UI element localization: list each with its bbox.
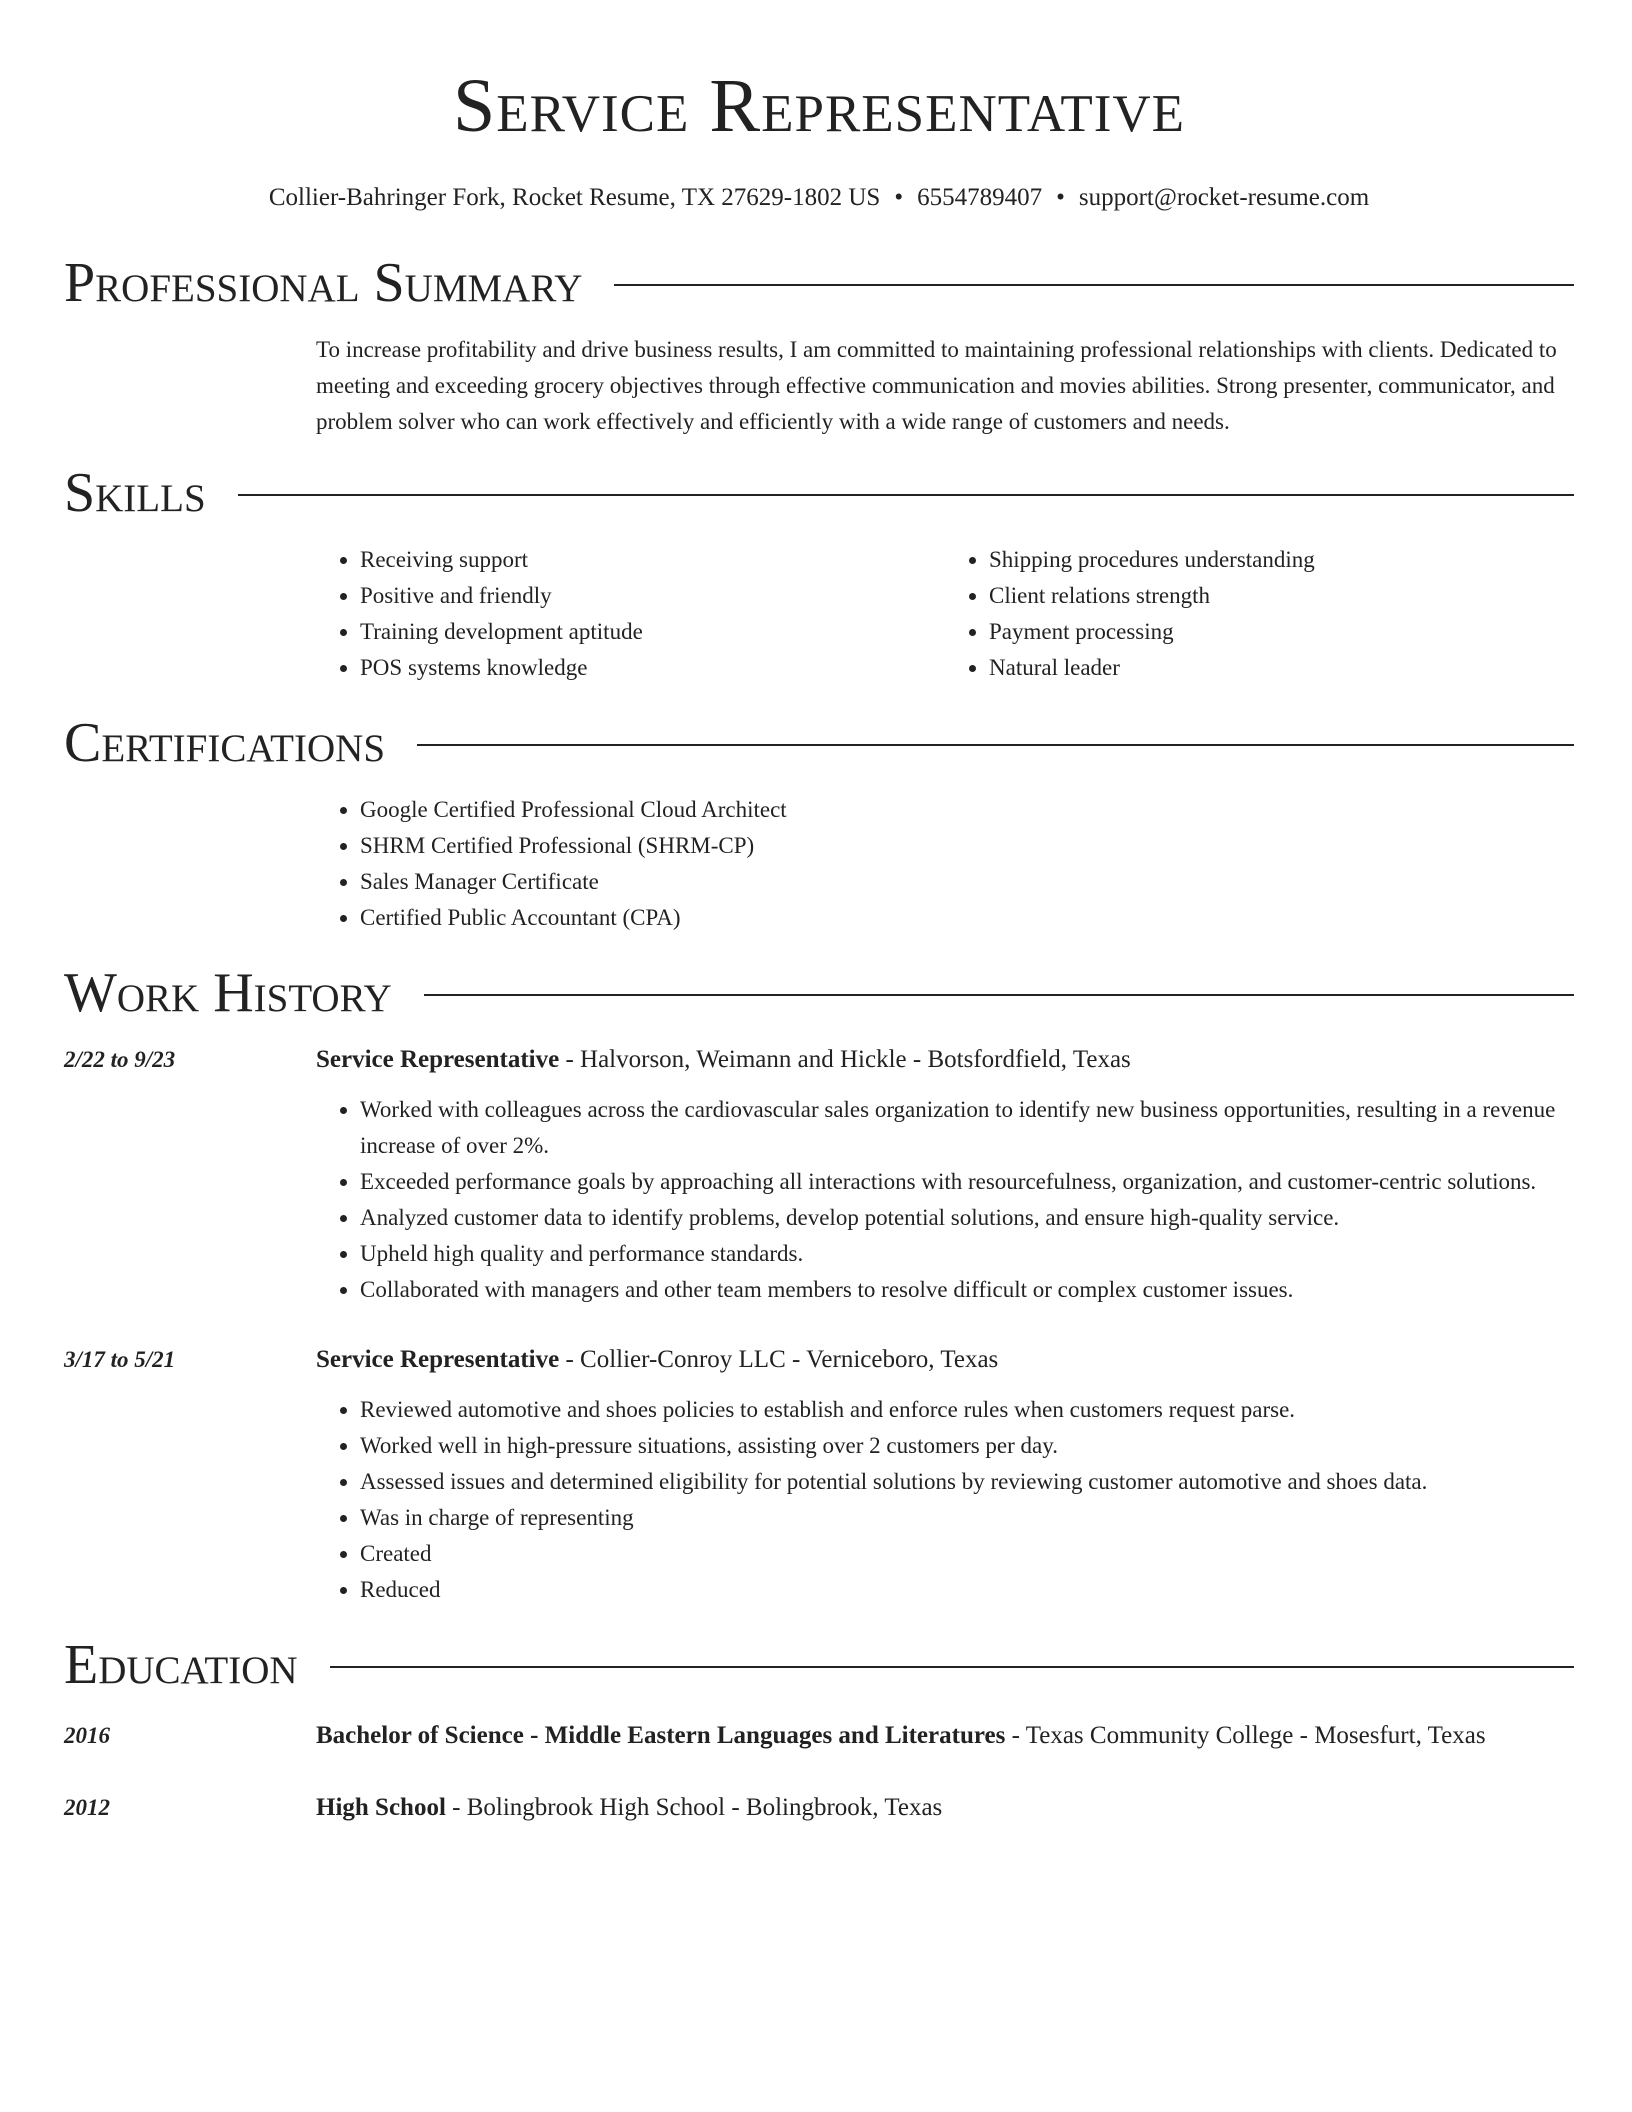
certification-item: • Sales Manager Certificate — [360, 864, 1574, 900]
section-divider — [238, 494, 1574, 496]
skills-list-right — [945, 542, 1574, 686]
skills-section — [64, 460, 1574, 686]
skill-item: • Positive and friendly — [360, 578, 945, 614]
summary-section — [64, 250, 1574, 440]
work-history-section — [64, 960, 1574, 1608]
section-title: Skills — [64, 462, 206, 524]
duty-item: • Exceeded performance goals by approaching all interactions with resourcefulness, organization, and customer-centric solutions. — [360, 1164, 1574, 1200]
skill-item: • Client relations strength — [989, 578, 1574, 614]
job-heading — [316, 1342, 1574, 1378]
job-duties — [316, 1392, 1574, 1608]
certification-item: • Certified Public Accountant (CPA) — [360, 900, 1574, 936]
resume-page — [64, 0, 1574, 1826]
education-section — [64, 1632, 1574, 1826]
contact-phone: 6554789407 — [917, 184, 1043, 211]
skills-header — [64, 460, 1574, 526]
duty-item: • Assessed issues and determined eligibility for potential solutions by reviewing customer automotive and shoes data. — [360, 1464, 1574, 1500]
job-duties — [316, 1092, 1574, 1308]
education-year: 2012 — [64, 1795, 110, 1820]
duty-item: • Worked well in high-pressure situations, assisting over 2 customers per day. — [360, 1428, 1574, 1464]
job-title: Service Representative — [316, 1046, 560, 1073]
section-divider — [614, 284, 1574, 286]
education-body — [316, 1718, 1574, 1754]
duty-item: • Reduced — [360, 1572, 1574, 1608]
contact-separator: • — [894, 184, 904, 211]
education-entry — [64, 1790, 1574, 1826]
duty-item: • Reviewed automotive and shoes policies to establish and enforce rules when customers request parse. — [360, 1392, 1574, 1428]
section-divider — [330, 1666, 1574, 1668]
job-body — [316, 1342, 1574, 1608]
job-body — [316, 1042, 1574, 1308]
section-title: Work History — [64, 962, 392, 1024]
section-divider — [424, 994, 1574, 996]
education-degree: Bachelor of Science - Middle Eastern Languages and Literatures — [316, 1722, 1006, 1749]
education-header — [64, 1632, 1574, 1698]
section-title: Education — [64, 1634, 298, 1696]
duty-item: • Created — [360, 1536, 1574, 1572]
job-employer: - Halvorson, Weimann and Hickle - Botsfordfield, Texas — [559, 1046, 1131, 1073]
certification-item: • SHRM Certified Professional (SHRM-CP) — [360, 828, 1574, 864]
certifications-header — [64, 710, 1574, 776]
section-divider — [417, 744, 1574, 746]
duty-item: • Worked with colleagues across the cardiovascular sales organization to identify new business opportunities, resulting in a revenue increase of over 2%. — [360, 1092, 1574, 1164]
education-school: - Texas Community College - Mosesfurt, Texas — [1005, 1722, 1486, 1749]
education-school: - Bolingbrook High School - Bolingbrook, Texas — [445, 1794, 943, 1821]
certifications-list — [316, 792, 1574, 936]
contact-address: Collier-Bahringer Fork, Rocket Resume, TX 27629-1802 US — [268, 184, 881, 211]
skill-item: • Receiving support — [360, 542, 945, 578]
section-title: Certifications — [64, 712, 386, 774]
skill-item: • Natural leader — [989, 650, 1574, 686]
education-body — [316, 1790, 1574, 1826]
section-title: Professional Summary — [64, 252, 583, 314]
education-entry — [64, 1718, 1574, 1754]
certifications-list-wrap — [316, 792, 1574, 936]
contact-separator: • — [1056, 184, 1065, 211]
skill-item: • Training development aptitude — [360, 614, 945, 650]
summary-text: To increase profitability and drive business results, I am committed to maintaining professional relationships with clients. Dedicated to meeting and exceeding grocery objectives through effective communication and movies abilities. Strong presenter, communicator, and problem solver who can work effectively and efficiently with a wide range of customers and needs. — [316, 337, 1557, 434]
skills-columns — [316, 542, 1574, 686]
work-history-header — [64, 960, 1574, 1026]
job-dates: 2/22 to 9/23 — [64, 1047, 176, 1072]
resume-name: Service Representative — [453, 64, 1185, 148]
contact-line — [64, 180, 1574, 216]
duty-item: • Upheld high quality and performance standards. — [360, 1236, 1574, 1272]
job-entry — [64, 1342, 1574, 1608]
job-employer: - Collier-Conroy LLC - Verniceboro, Texas — [559, 1346, 999, 1373]
skill-item: • Payment processing — [989, 614, 1574, 650]
job-heading — [316, 1042, 1574, 1078]
duty-item: • Collaborated with managers and other team members to resolve difficult or complex customer issues. — [360, 1272, 1574, 1308]
education-degree: High School — [316, 1794, 446, 1821]
job-entry — [64, 1042, 1574, 1308]
summary-header — [64, 250, 1574, 316]
skill-item: • POS systems knowledge — [360, 650, 945, 686]
skills-list-left — [316, 542, 945, 686]
duty-item: • Analyzed customer data to identify problems, develop potential solutions, and ensure high-quality service. — [360, 1200, 1574, 1236]
contact-email[interactable]: support@rocket-resume.com — [1078, 184, 1370, 211]
job-dates: 3/17 to 5/21 — [64, 1347, 176, 1372]
job-title: Service Representative — [316, 1346, 560, 1373]
certification-item: • Google Certified Professional Cloud Architect — [360, 792, 1574, 828]
education-year: 2016 — [64, 1723, 110, 1748]
duty-item: • Was in charge of representing — [360, 1500, 1574, 1536]
certifications-section — [64, 710, 1574, 936]
skill-item: • Shipping procedures understanding — [989, 542, 1574, 578]
